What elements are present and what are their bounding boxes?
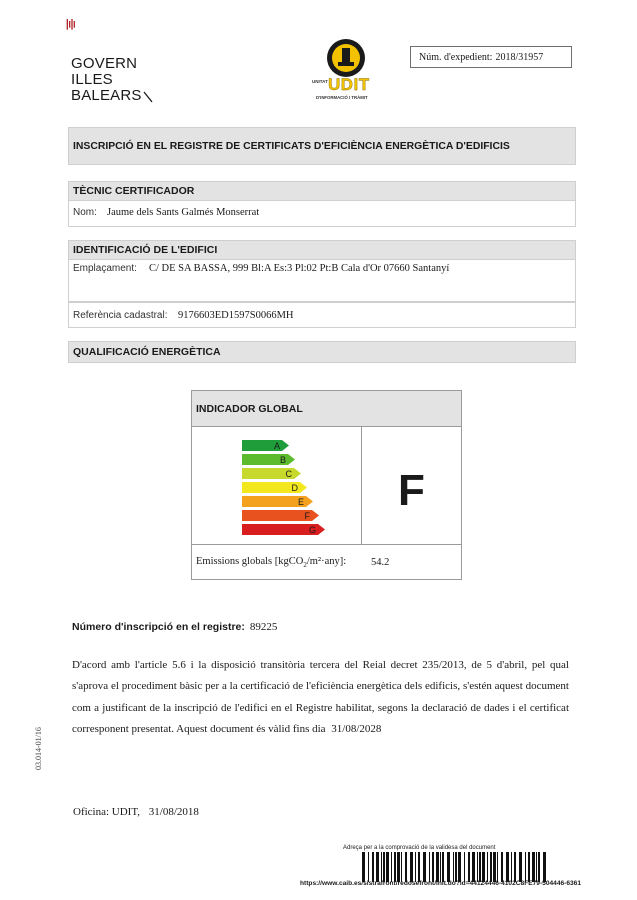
energy-letter-c: C: [285, 469, 292, 479]
energy-bar-b: [242, 454, 295, 465]
energy-bar-c: [242, 468, 301, 479]
udit-logo-main: UDIT: [328, 75, 370, 94]
govern-line-2: ILLES: [71, 71, 113, 88]
govern-logo-text: [71, 56, 142, 104]
oficina-value: UDIT,: [111, 806, 141, 818]
udit-emblem-icon: [312, 38, 384, 78]
energy-letter-e: E: [297, 497, 304, 507]
indicador-global-heading: INDICADOR GLOBAL: [191, 390, 462, 427]
referencia-value: 9176603ED1597S0066MH: [178, 310, 294, 321]
energy-grade: F: [398, 466, 425, 515]
udit-logo: [312, 38, 384, 104]
emissions-label: Emissions globals [kgCO$_2$/m²·any]:: [196, 556, 347, 570]
expedient-label: Núm. d'expedient:: [419, 52, 493, 63]
nom-label: Nom:: [73, 207, 97, 218]
slash-mark-icon: [143, 91, 153, 103]
referencia-label: Referència cadastral:: [73, 310, 168, 321]
energy-letter-f: F: [304, 511, 310, 521]
verify-url[interactable]: https://www.caib.es/sistrafront/redosefront/init.do?id=44124446-4102C8FE79-504446-6361: [300, 880, 582, 887]
udit-logo-sub1: UNITAT: [312, 79, 328, 84]
qualificacio-heading: QUALIFICACIÓ ENERGÈTICA: [68, 341, 576, 363]
legal-paragraph-text: D'acord amb l'article 5.6 i la disposició transitòria tercera del Reial decret 235/2013, de 5 d'abril, pel qual s'aprova el procediment bàsic per a la certificació de l'eficiència energètica dels edificis, s'estén aquest document com a justificant de la inscripció de l'edifici en el Registre habilitat, segons la declaració de dades i el certificat corresponent presentat. Aquest document és vàlid fins dia: [72, 659, 569, 735]
referencia-box: [68, 302, 576, 328]
legal-paragraph: [72, 655, 569, 740]
expedient-box: [410, 46, 572, 68]
nom-value: Jaume dels Sants Galmés Monserrat: [107, 207, 260, 218]
energy-letter-d: D: [291, 483, 298, 493]
energy-bar-a: [242, 440, 289, 451]
govern-illes-balears-logo-icon: [66, 18, 96, 50]
oficina-label: Oficina:: [73, 806, 110, 818]
emplacament-label: Emplaçament:: [73, 263, 137, 274]
oficina-line: [73, 806, 199, 818]
energy-letter-g: G: [308, 525, 316, 535]
oficina-date: 31/08/2018: [148, 806, 199, 818]
edifici-heading: IDENTIFICACIÓ DE L'EDIFICI: [68, 240, 576, 260]
emplacament-value: C/ DE SA BASSA, 999 Bl:A Es:3 Pl:02 Pt:B Cala d'Or 07660 Santanyí: [149, 263, 450, 274]
registre-value: 89225: [249, 621, 278, 633]
document-title: INSCRIPCIÓ EN EL REGISTRE DE CERTIFICATS D'EFICIÈNCIA ENERGÈTICA D'EDIFICIS: [68, 127, 576, 165]
registre-label: Número d'inscripció en el registre:: [72, 621, 245, 633]
expedient-value: 2018/31957: [495, 52, 544, 63]
emissions-row: [191, 544, 462, 580]
govern-line-1: GOVERN: [71, 55, 138, 72]
udit-logo-sub2: D'INFORMACIÓ I TRÀMIT: [316, 95, 368, 100]
emissions-value: 54.2: [371, 557, 390, 568]
barcode-icon: [362, 852, 548, 882]
energy-letter-a: A: [273, 441, 280, 451]
energy-letter-b: B: [279, 455, 286, 465]
valid-until-date: 31/08/2028: [331, 722, 382, 735]
side-form-code: 03.014-01/16: [34, 727, 43, 770]
govern-line-3: BALEARS: [71, 88, 142, 104]
tecnic-heading: TÈCNIC CERTIFICADOR: [68, 181, 576, 201]
verify-text: Adreça per a la comprovació de la validesa del document: [343, 845, 496, 851]
tecnic-box: [68, 201, 576, 227]
registre-line: [72, 621, 277, 633]
emplacament-box: [68, 260, 576, 302]
energy-scale-cell: [191, 427, 362, 545]
energy-scale-chart: [192, 427, 361, 543]
